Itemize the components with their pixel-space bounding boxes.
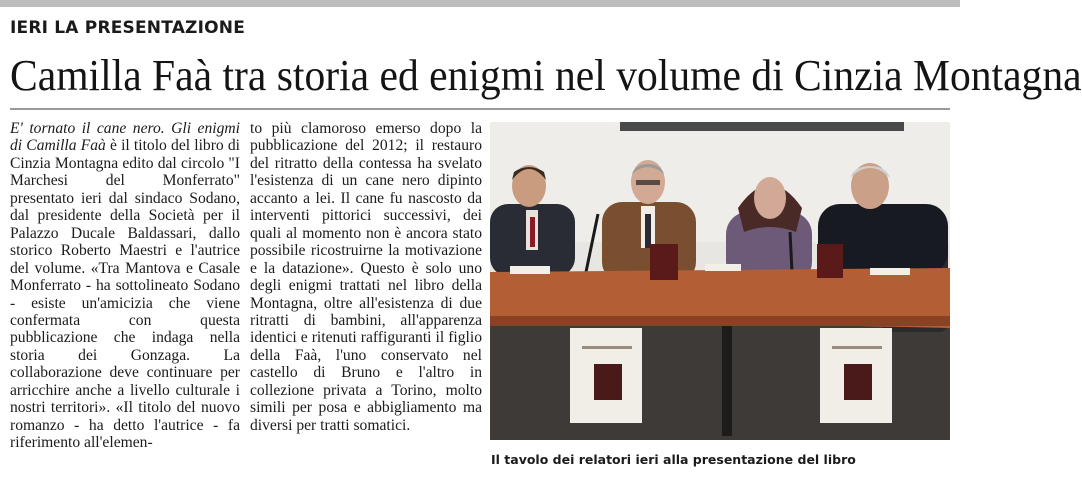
body-column-2 [250, 120, 482, 434]
lead-italic: E' tornato il cane nero. Gli enigmi di Camilla Faà [10, 120, 240, 155]
body-column-1 [10, 120, 240, 452]
headline-rule [10, 108, 950, 110]
microphone [790, 232, 792, 272]
body-text-2: to più clamoroso emerso dopo la pubblicazione del 2012; il restauro del ritratto della contessa ha svelato l'esistenza di un cane nero dipinto accanto a lei. Il cane fu nascosto da interventi pittorici successivi, dei quali al momento non è ancora stato possibile ricostruirne la motivazione e la datazione». Questo è solo uno degli enigmi trattati nel libro della Montagna, oltre all'esistenza di due ritratti di bambini, all'apparenza identici e ritenuti raffiguranti il figlio della Faà, l'uno conservato nel castello di Bruno e l'altro in collezione privata a Torino, molto simili per posa e abbigliamento ma diversi per tratti somatici. [250, 120, 482, 434]
poster [820, 328, 892, 423]
table-leg [722, 326, 732, 436]
paper [870, 268, 910, 275]
kicker: IERI LA PRESENTAZIONE [10, 18, 246, 38]
body-text-1: è il titolo del libro di Cinzia Montagna edito dal circolo "I Marchesi del Monferrato" presentato ieri dal sindaco Sodano, dal presidente della Società per il Palazzo Ducale Baldassari, dallo storico Roberto Maestri e l'autrice del volume. «Tra Mantova e Casale Monferrato - ha sottolineato Sodano - esiste un'amicizia che viene confermata con questa pubblicazione che indaga nella storia dei Gonzaga. La collaborazione deve continuare per arricchire anche a livello culturale i nostri territori». «Il titolo del nuovo romanzo - ha detto l'autrice - fa riferimento all'elemen- [10, 137, 240, 452]
paper [510, 266, 550, 274]
event-photo [490, 122, 950, 440]
photo-caption: Il tavolo dei relatori ieri alla presentazione del libro [491, 452, 856, 467]
table-edge [490, 316, 950, 326]
headline: Camilla Faà tra storia ed enigmi nel volume di Cinzia Montagna [10, 51, 1082, 100]
paper [705, 264, 741, 271]
body-paragraph-1 [10, 120, 240, 452]
book [817, 244, 843, 278]
projector-screen [620, 122, 904, 131]
poster [570, 328, 642, 423]
top-bar [0, 0, 960, 7]
book [650, 244, 678, 280]
